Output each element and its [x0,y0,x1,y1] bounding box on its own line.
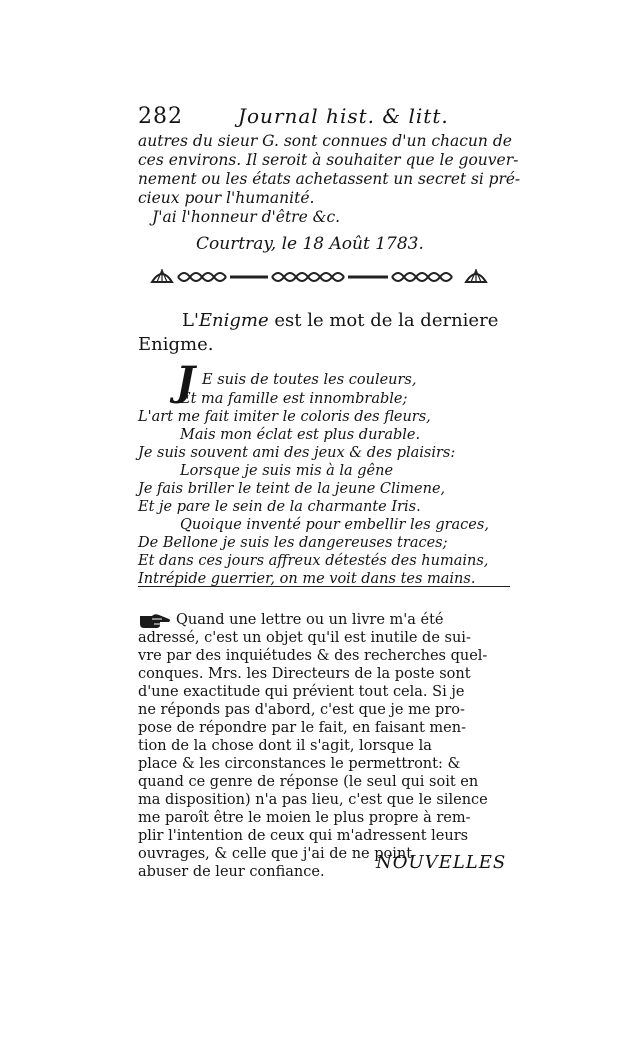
notice-line: ma disposition) n'a pas lieu, c'est que le silence [138,792,488,808]
poem-line: De Bellone je suis les dangereuses traces; [138,535,448,551]
poem-line: Je fais briller le teint de la jeune Climene, [138,481,446,497]
notice-line: plir l'intention de ceux qui m'adressent leurs [138,828,469,844]
notice-line: vre par des inquiétudes & des recherches quel- [138,648,488,664]
section-divider [138,586,510,587]
poem-line: L'art me fait imiter le coloris des fleurs, [138,409,431,425]
letter-line: nement ou les états achetassent un secret si pré- [138,170,521,188]
poem-line: Intrépide guerrier, on me voit dans tes mains. [138,571,476,587]
signoff: J'ai l'honneur d'être &c. [152,208,341,226]
notice-line: place & les circonstances le permettront: & [138,756,461,772]
poem-line: Et je pare le sein de la charmante Iris. [138,499,421,515]
page-number: 282 [138,104,183,129]
poem-line: Je suis souvent ami des jeux & des plaisirs: [138,445,456,461]
enigme-answer-heading [182,310,498,331]
shell-ornament-icon [152,269,172,282]
pointing-hand-icon [138,610,172,630]
shell-ornament-icon [466,269,486,282]
poem-line: E suis de toutes les couleurs, [202,372,417,388]
letter-line: autres du sieur G. sont connues d'un chacun de [138,132,512,150]
poem-line: Mais mon éclat est plus durable. [180,427,421,443]
notice-line: adressé, c'est un objet qu'il est inutile de sui- [138,630,471,646]
poem-line: Lorsque je suis mis à la gêne [180,463,394,479]
notice-line: quand ce genre de réponse (le seul qui soit en [138,774,479,790]
poem-line: Et dans ces jours affreux détestés des humains, [138,553,489,569]
title-suffix: est le mot de la derniere [268,310,499,331]
enigme-answer-heading-line2: Enigme. [138,334,214,355]
poem-line: Quoique inventé pour embellir les graces, [180,517,489,533]
poem-line: Et ma famille est innombrable; [180,391,408,407]
notice-line: ouvrages, & celle que j'ai de ne point [138,846,413,862]
letter-line: ces environs. Il seroit à souhaiter que le gouver- [138,151,519,169]
notice-line: abuser de leur confiance. [138,864,325,880]
notice-line: ne réponds pas d'abord, c'est que je me pro- [138,702,465,718]
title-prefix: L' [182,310,199,331]
letter-line: cieux pour l'humanité. [138,189,315,207]
notice-line: conques. Mrs. les Directeurs de la poste sont [138,666,471,682]
page-header [138,104,518,130]
running-head: Journal hist. & litt. [238,104,449,128]
notice-line: tion de la chose dont il s'agit, lorsque la [138,738,432,754]
title-italic-word: Enigme [198,310,269,331]
notice-line: me paroît être le moien le plus propre à rem- [138,810,471,826]
catchword: NOUVELLES [376,852,507,873]
drop-cap: J [176,358,195,405]
notice-line: Quand une lettre ou un livre m'a été [176,612,444,628]
notice-line: pose de répondre par le fait, en faisant men- [138,720,466,736]
decorative-ornament-band [148,264,496,288]
notice-line: d'une exactitude qui prévient tout cela. Si je [138,684,465,700]
dateline: Courtray, le 18 Août 1783. [196,234,424,254]
